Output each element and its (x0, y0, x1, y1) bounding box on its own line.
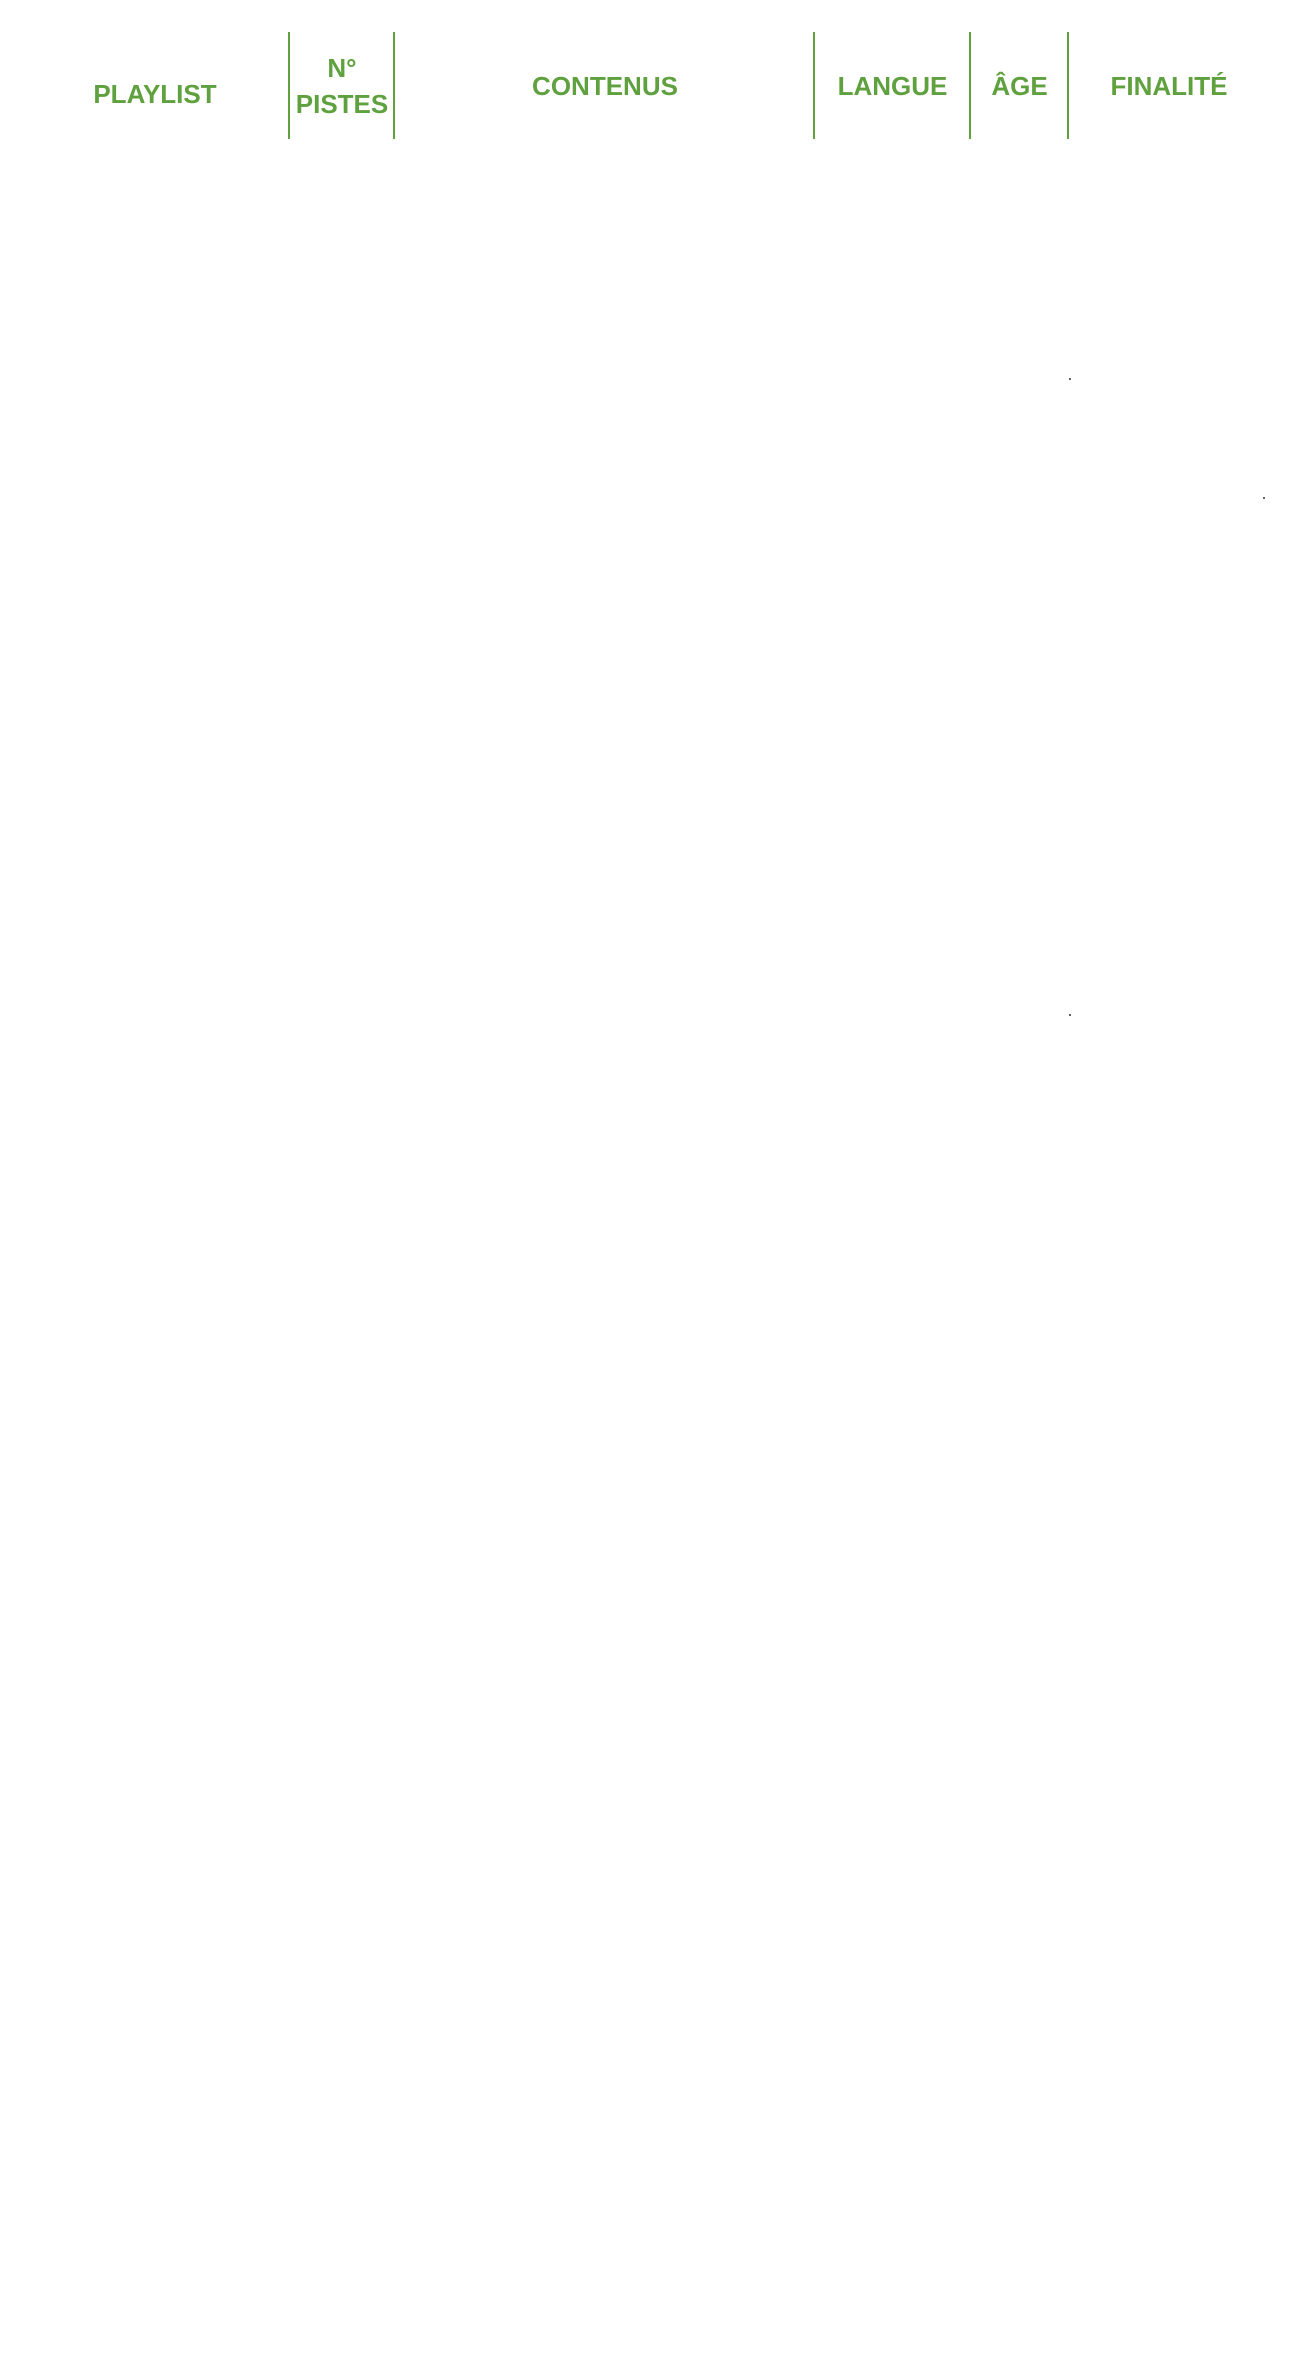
dot-mark (1263, 497, 1265, 499)
header-contenus (395, 32, 815, 146)
column-divider (288, 32, 290, 139)
header-langue-label: LANGUE (837, 71, 948, 101)
column-divider (1067, 32, 1069, 139)
header-age (971, 32, 1068, 146)
column-divider (393, 32, 395, 139)
header-langue (815, 32, 970, 146)
column-divider (969, 32, 971, 139)
table-header-row (0, 32, 1295, 140)
header-contenus-label: CONTENUS (532, 71, 678, 101)
column-divider (813, 32, 815, 139)
dot-mark (1069, 1014, 1071, 1016)
header-finalite (1069, 32, 1269, 146)
header-pistes-label-line2: PISTES (295, 89, 389, 119)
header-pistes-label-line1: N° (327, 53, 357, 83)
header-finalite-label: FINALITÉ (1110, 71, 1228, 101)
header-age-label: ÂGE (991, 71, 1048, 101)
header-pistes (290, 32, 394, 140)
header-playlist-label: PLAYLIST (93, 79, 217, 109)
dot-mark (1069, 378, 1071, 380)
header-playlist (40, 32, 270, 148)
